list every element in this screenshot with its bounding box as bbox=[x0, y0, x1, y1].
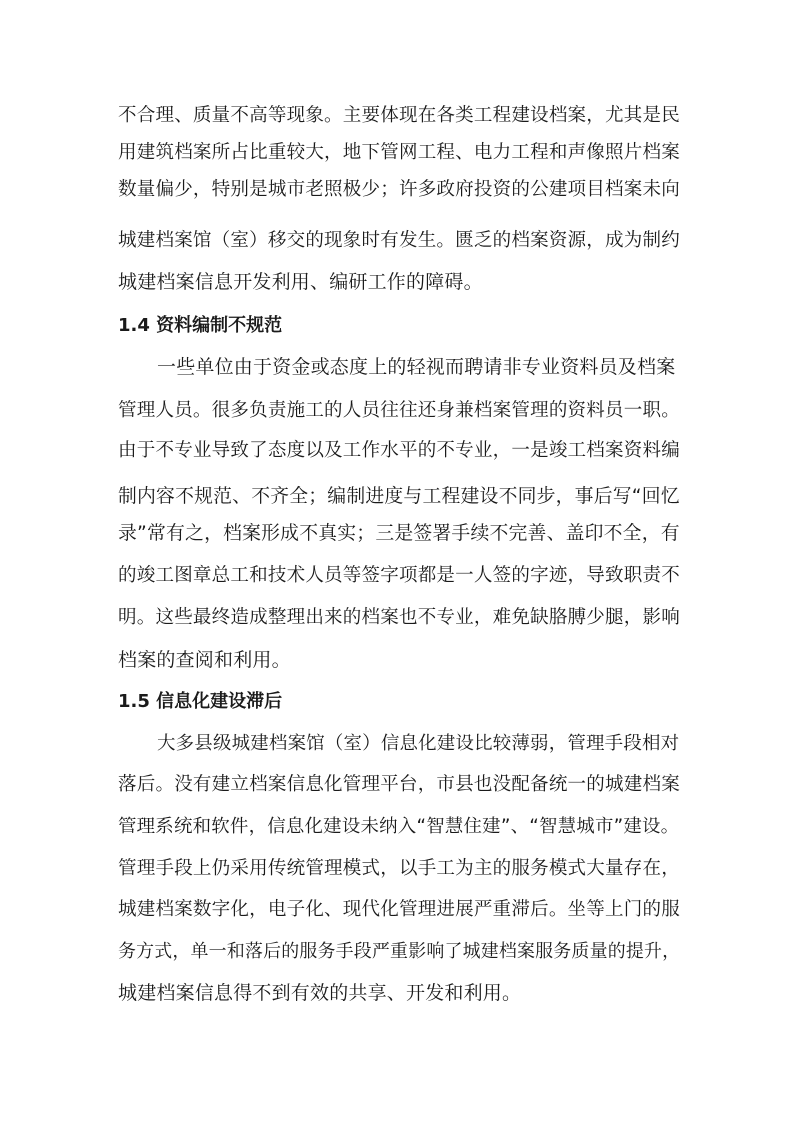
paragraph-line: 一些单位由于资金或态度上的轻视而聘请非专业资料员及档案 bbox=[157, 356, 676, 378]
paragraph-line: 档案的查阅和利用。 bbox=[118, 649, 291, 671]
paragraph-line: 管理人员。很多负责施工的人员往往还身兼档案管理的资料员一职。 bbox=[118, 400, 680, 421]
paragraph-line: 城建档案信息得不到有效的共享、开发和利用。 bbox=[118, 982, 522, 1004]
paragraph-line: 城建档案数字化，电子化、现代化管理进展严重滞后。坐等上门的服 bbox=[118, 899, 680, 920]
paragraph-line: 用建筑档案所占比重较大，地下管网工程、电力工程和声像照片档案 bbox=[118, 142, 680, 163]
paragraph-line: 落后。没有建立档案信息化管理平台，市县也没配备统一的城建档案 bbox=[118, 774, 680, 795]
paragraph-line: 城建档案信息开发利用、编研工作的障碍。 bbox=[118, 271, 483, 293]
paragraph-line: 数量偏少，特别是城市老照极少；许多政府投资的公建项目档案未向 bbox=[118, 179, 680, 200]
section-heading-1-5: 1.5 信息化建设滞后 bbox=[118, 691, 283, 712]
paragraph-line: 明。这些最终造成整理出来的档案也不专业，难免缺胳膊少腿，影响 bbox=[118, 607, 680, 628]
paragraph-line: 由于不专业导致了态度以及工作水平的不专业，一是竣工档案资料编 bbox=[118, 440, 680, 461]
paragraph-line: 管理手段上仍采用传统管理模式，以手工为主的服务模式大量存在， bbox=[118, 858, 680, 879]
paragraph-line: 务方式，单一和落后的服务手段严重影响了城建档案服务质量的提升， bbox=[118, 941, 681, 962]
paragraph-line: 的竣工图章总工和技术人员等签字项都是一人签的字迹，导致职责不 bbox=[118, 565, 680, 586]
paragraph-line: 录”常有之，档案形成不真实；三是签署手续不完善、盖印不全，有 bbox=[118, 523, 680, 544]
paragraph-line: 制内容不规范、不齐全；编制进度与工程建设不同步，事后写“回忆 bbox=[118, 486, 680, 507]
section-heading-1-4: 1.4 资料编制不规范 bbox=[118, 315, 283, 336]
paragraph-line: 城建档案馆（室）移交的现象时有发生。匮乏的档案资源，成为制约 bbox=[118, 230, 680, 251]
paragraph-line: 大多县级城建档案馆（室）信息化建设比较薄弱，管理手段相对 bbox=[157, 733, 680, 754]
paragraph-line: 管理系统和软件，信息化建设未纳入“智慧住建”、“智慧城市”建设。 bbox=[118, 816, 680, 837]
paragraph-line: 不合理、质量不高等现象。主要体现在各类工程建设档案，尤其是民 bbox=[118, 105, 680, 126]
